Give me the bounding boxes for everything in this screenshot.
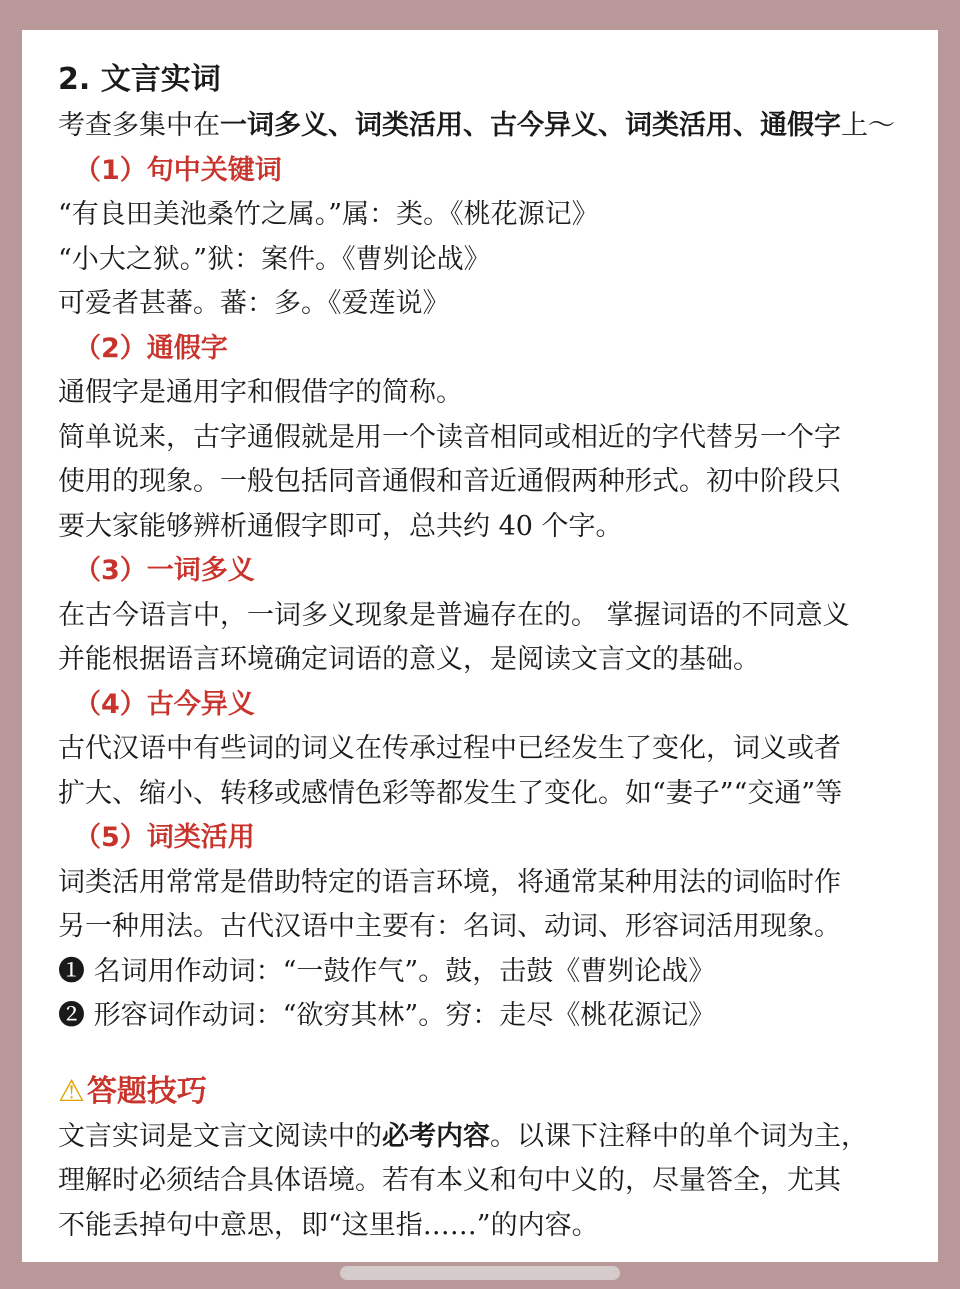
subheading-tongjiazi: （2）通假字: [74, 332, 228, 364]
text-line: 古代汉语中有些词的词义在传承过程中已经发生了变化，词义或者: [58, 733, 841, 764]
text-line: 简单说来，古字通假就是用一个读音相同或相近的字代替另一个字: [58, 421, 841, 453]
tips-suffix: 。以课下注释中的单个词为主，: [490, 1120, 868, 1152]
text-line: 扩大、缩小、转移或感情色彩等都发生了变化。如“妻子”“交通”等: [58, 777, 843, 809]
text-line: 使用的现象。一般包括同音通假和音近通假两种形式。初中阶段只: [58, 466, 841, 497]
tips-heading-label: 答题技巧: [86, 1073, 207, 1109]
text-line: “有良田美池桑竹之属。”属：类。《桃花源记》: [58, 199, 599, 230]
text-line: 词类活用常常是借助特定的语言环境，将通常某种用法的词临时作: [58, 866, 841, 898]
tips-heading: [58, 1069, 918, 1115]
watermark: [340, 1266, 620, 1280]
text-line: 要大家能够辨析通假字即可，总共约 40 个字。: [58, 510, 623, 542]
text-line: 另一种用法。古代汉语中主要有：名词、动词、形容词活用现象。: [58, 911, 841, 942]
text-line: 通假字是通用字和假借字的简称。: [58, 377, 463, 408]
section-title: 2. 文言实词: [58, 62, 221, 97]
note-content: [58, 60, 918, 1248]
note-card: [22, 30, 938, 1262]
example-line: ❷ 形容词作动词：“欲穷其林”。穷：走尽《桃花源记》: [58, 1000, 716, 1031]
subheading-ancient-modern: （4）古今异义: [74, 688, 255, 720]
text-line: “小大之狱。”狱：案件。《曹刿论战》: [58, 243, 491, 275]
text-line: 可爱者甚蕃。蕃：多。《爱莲说》: [58, 288, 450, 319]
tips-prefix: 文言实词是文言文阅读中的: [58, 1120, 382, 1152]
warning-icon: ⚠: [58, 1073, 85, 1109]
tips-line: 理解时必须结合具体语境。若有本义和句中义的，尽量答全，尤其: [58, 1165, 841, 1196]
subheading-key-words: （1）句中关键词: [74, 154, 282, 186]
subheading-polysemy: （3）一词多义: [74, 555, 255, 586]
tips-line: [58, 1115, 918, 1160]
intro-bold: 一词多义、词类活用、古今异义、词类活用、通假字: [220, 110, 841, 141]
tips-bold: 必考内容: [382, 1120, 490, 1152]
subheading-word-class: （5）词类活用: [74, 822, 255, 853]
intro-suffix: 上～: [841, 110, 895, 141]
text-line: 并能根据语言环境确定词语的意义，是阅读文言文的基础。: [58, 644, 760, 675]
intro-line: [58, 104, 918, 149]
tips-line: 不能丢掉句中意思，即“这里指……”的内容。: [58, 1209, 599, 1241]
text-line: 在古今语言中，一词多义现象是普遍存在的。 掌握词语的不同意义: [58, 599, 850, 631]
intro-prefix: 考查多集中在: [58, 110, 220, 141]
example-line: ❶ 名词用作动词：“一鼓作气”。鼓，击鼓《曹刿论战》: [58, 955, 716, 987]
